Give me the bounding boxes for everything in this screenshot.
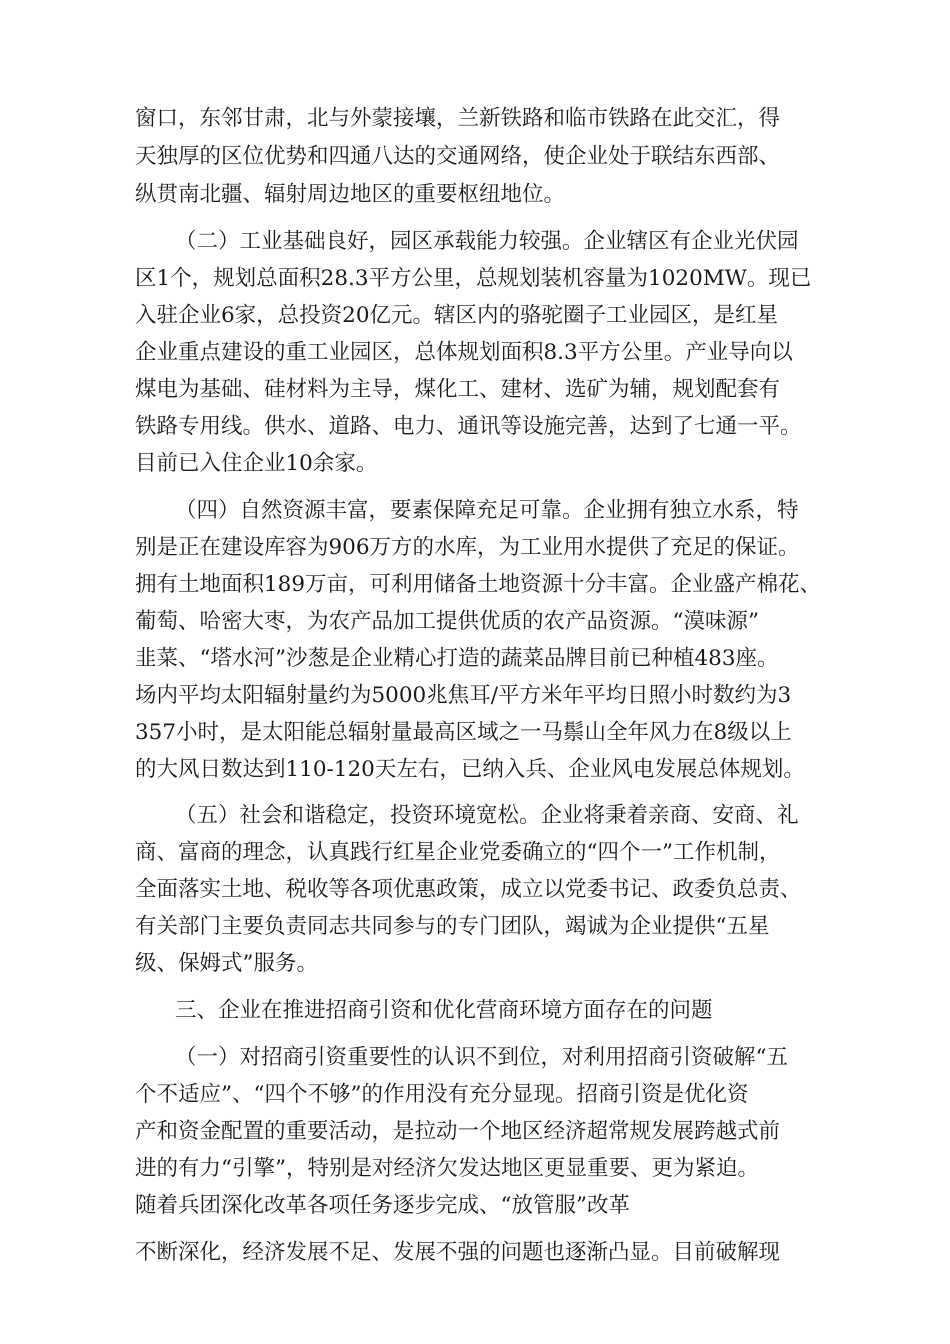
text-line: 进的有力“引擎”，特别是对经济欠发达地区更显重要、更为紧迫。 bbox=[135, 1156, 759, 1181]
paragraph-heading-line: （五）社会和谐稳定，投资环境宽松。企业将秉着亲商、安商、礼 bbox=[175, 803, 799, 828]
text-line: 场内平均太阳辐射量约为5000兆焦耳/平方米年平均日照小时数约为3 bbox=[135, 683, 792, 708]
section-heading: 三、企业在推进招商引资和优化营商环境方面存在的问题 bbox=[175, 998, 713, 1023]
text-line: 的大风日数达到110-120天左右，已纳入兵、企业风电发展总体规划。 bbox=[135, 757, 805, 782]
text-line: 不断深化，经济发展不足、发展不强的问题也逐渐凸显。目前破解现 bbox=[135, 1240, 781, 1265]
text-line: 拥有土地面积189万亩，可利用储备土地资源十分丰富。企业盛产棉花、 bbox=[135, 572, 822, 597]
text-line: 个不适应”、“四个不够”的作用没有充分显现。招商引资是优化资 bbox=[135, 1082, 749, 1107]
text-line: 级、保姆式”服务。 bbox=[135, 951, 318, 976]
text-line: 煤电为基础、硅材料为主导，煤化工、建材、选矿为辅，规划配套有 bbox=[135, 377, 781, 402]
text-line: 纵贯南北疆、辐射周边地区的重要枢纽地位。 bbox=[135, 182, 566, 207]
paragraph-heading-line: （四）自然资源丰富，要素保障充足可靠。企业拥有独立水系，特 bbox=[175, 498, 799, 523]
text-line: 别是正在建设库容为906万方的水库，为工业用水提供了充足的保证。 bbox=[135, 535, 800, 560]
paragraph-heading-line: （二）工业基础良好，园区承载能力较强。企业辖区有企业光伏园 bbox=[175, 229, 799, 254]
text-line: 韭菜、“塔水河”沙葱是企业精心打造的蔬菜品牌目前已种植483座。 bbox=[135, 646, 779, 671]
text-line: 目前已入住企业10余家。 bbox=[135, 451, 378, 476]
text-line: 商、富商的理念，认真践行红星企业党委确立的“四个一”工作机制， bbox=[135, 840, 781, 865]
text-line: 窗口，东邻甘肃，北与外蒙接壤，兰新铁路和临市铁路在此交汇，得 bbox=[135, 106, 781, 131]
text-line: 葡萄、哈密大枣，为农产品加工提供优质的农产品资源。“漠味源” bbox=[135, 609, 759, 634]
text-line: 天独厚的区位优势和四通八达的交通网络，使企业处于联结东西部、 bbox=[135, 144, 781, 169]
text-line: 357小时，是太阳能总辐射量最高区域之一马鬃山全年风力在8级以上 bbox=[135, 720, 792, 745]
text-line: 企业重点建设的重工业园区，总体规划面积8.3平方公里。产业导向以 bbox=[135, 340, 793, 365]
paragraph-heading-line: （一）对招商引资重要性的认识不到位，对利用招商引资破解“五 bbox=[175, 1045, 788, 1070]
text-line: 全面落实土地、税收等各项优惠政策，成立以党委书记、政委负总责、 bbox=[135, 877, 802, 902]
text-line: 随着兵团深化改革各项任务逐步完成、“放管服”改革 bbox=[135, 1193, 630, 1218]
text-line: 有关部门主要负责同志共同参与的专门团队，竭诚为企业提供“五星 bbox=[135, 914, 770, 939]
text-line: 入驻企业6家，总投资20亿元。辖区内的骆驼圈子工业园区，是红星 bbox=[135, 303, 779, 328]
text-line: 产和资金配置的重要活动，是拉动一个地区经济超常规发展跨越式前 bbox=[135, 1119, 781, 1144]
text-line: 铁路专用线。供水、道路、电力、通讯等设施完善，达到了七通一平。 bbox=[135, 414, 802, 439]
text-line: 区1个，规划总面积28.3平方公里，总规划装机容量为1020MW。现已 bbox=[135, 266, 812, 291]
